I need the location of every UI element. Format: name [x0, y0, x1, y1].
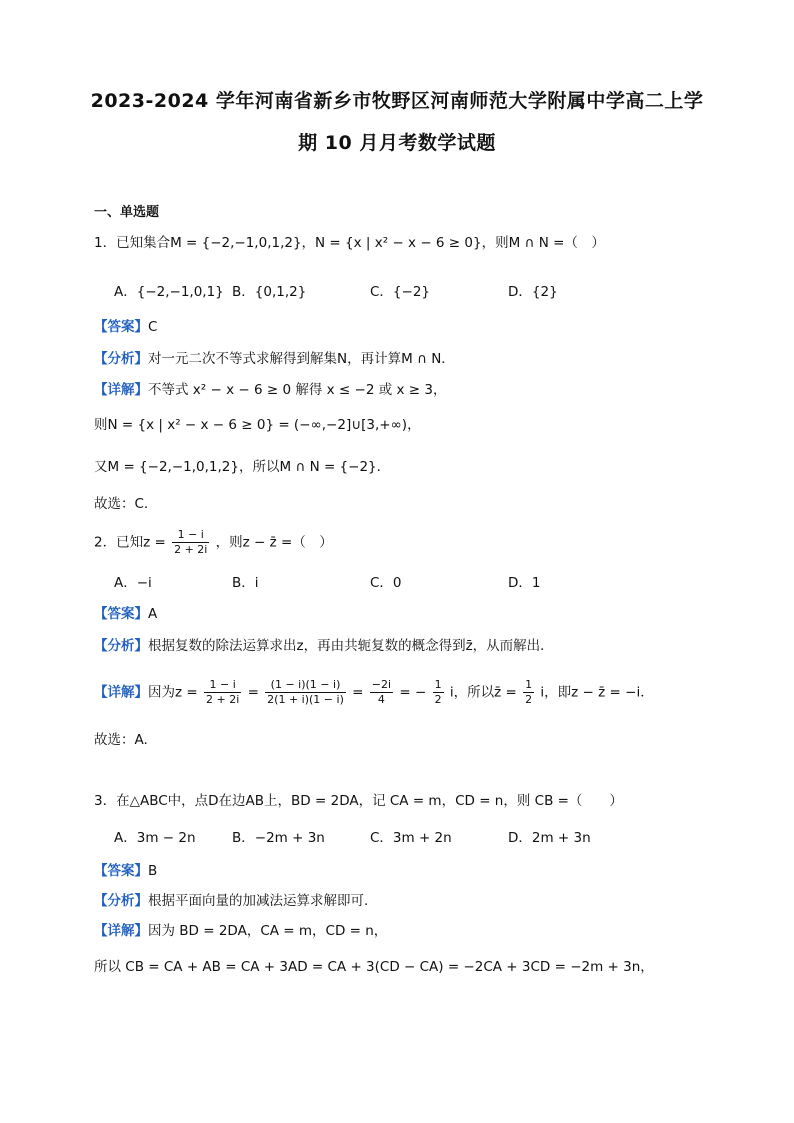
analysis-tag: 【分析】 — [94, 638, 148, 654]
equals-sign: = — [247, 684, 259, 701]
q2-conclusion: 故选：A. — [94, 732, 148, 748]
detail-fraction-1 — [204, 678, 241, 707]
equals-minus: = − — [399, 684, 427, 701]
detail-tail: i，即z − z̄ = −i． — [540, 684, 654, 701]
fraction-denominator: 2 + 2i — [174, 543, 208, 556]
analysis-text: 对一元二次不等式求解得到解集N，再计算M ∩ N． — [148, 351, 455, 367]
q3-option-b: B．−2m + 3n — [232, 830, 325, 846]
detail-fraction-5 — [523, 678, 534, 707]
detail-tag: 【详解】 — [94, 684, 148, 701]
q3-option-d: D．2m + 3n — [508, 830, 591, 846]
analysis-text: 根据复数的除法运算求出z，再由共轭复数的概念得到z̄，从而解出． — [148, 638, 554, 654]
answer-value: C — [148, 319, 158, 335]
section-heading: 一、单选题 — [94, 205, 160, 220]
fraction-numerator: 1 − i — [172, 528, 209, 543]
q1-option-d: D．{2} — [508, 284, 558, 300]
detail-fraction-2 — [265, 678, 346, 707]
q2-option-a: A．−i — [114, 575, 152, 591]
q2-analysis — [94, 637, 554, 655]
q1-option-b: B．{0,1,2} — [232, 284, 307, 300]
answer-value: A — [148, 606, 158, 622]
equals-sign: = — [352, 684, 364, 701]
q3-stem: 3．在△ABC中，点D在边AB上，BD = 2DA，记 CA = m，CD = n，则 CB =（ ） — [94, 793, 623, 809]
detail-fraction-4 — [433, 678, 444, 707]
q1-detail — [94, 381, 446, 399]
q2-stem — [94, 528, 333, 557]
exam-title-line2: 期 10 月月考数学试题 — [298, 132, 496, 154]
q1-option-a: A．{−2,−1,0,1} — [114, 284, 224, 300]
fraction-denominator: 2(1 + i)(1 − i) — [267, 693, 344, 706]
fraction-denominator: 2 — [525, 693, 533, 706]
answer-tag: 【答案】 — [94, 863, 148, 879]
q3-option-a: A．3m − 2n — [114, 830, 196, 846]
fraction-denominator: 2 — [434, 693, 442, 706]
detail-tag: 【详解】 — [94, 382, 148, 398]
q3-detail — [94, 922, 387, 940]
q1-answer — [94, 318, 157, 336]
q3-answer — [94, 862, 157, 880]
fraction-numerator: 1 − i — [204, 678, 241, 693]
q3-detail-2: 所以 CB = CA + AB = CA + 3AD = CA + 3(CD − CA) = −2CA + 3CD = −2m + 3n， — [94, 959, 654, 975]
q2-option-b: B．i — [232, 575, 259, 591]
fraction-numerator: 1 — [434, 678, 442, 691]
q3-analysis — [94, 892, 368, 910]
answer-tag: 【答案】 — [94, 319, 148, 335]
q2-stem-fraction — [172, 528, 209, 557]
analysis-text: 根据平面向量的加减法运算求解即可. — [148, 893, 369, 909]
q2-stem-suffix: ，则z − z̄ =（ ） — [215, 534, 333, 551]
fraction-denominator: 4 — [377, 693, 385, 706]
q1-detail-2: 则N = {x | x² − x − 6 ≥ 0} = (−∞,−2]∪[3,+∞)， — [94, 417, 421, 433]
q1-conclusion: 故选：C. — [94, 496, 149, 512]
q1-stem: 1．已知集合M = {−2,−1,0,1,2}，N = {x | x² − x − 6 ≥ 0}，则M ∩ N =（ ） — [94, 235, 605, 251]
q2-stem-prefix: 2．已知z = — [94, 534, 166, 551]
q2-option-d: D．1 — [508, 575, 541, 591]
detail-prefix: 因为z = — [148, 684, 198, 701]
answer-value: B — [148, 863, 158, 879]
detail-tag: 【详解】 — [94, 923, 148, 939]
q1-detail-3: 又M = {−2,−1,0,1,2}，所以M ∩ N = {−2}． — [94, 459, 391, 475]
q2-option-c: C．0 — [370, 575, 402, 591]
detail-mid: i，所以z̄ = — [449, 684, 517, 701]
fraction-denominator: 2 + 2i — [206, 693, 240, 706]
q1-analysis — [94, 350, 455, 368]
q2-answer — [94, 605, 157, 623]
analysis-tag: 【分析】 — [94, 351, 148, 367]
detail-text-1: 不等式 x² − x − 6 ≥ 0 解得 x ≤ −2 或 x ≥ 3， — [148, 382, 447, 398]
fraction-numerator: 1 — [525, 678, 533, 691]
exam-title-line1: 2023-2024 学年河南省新乡市牧野区河南师范大学附属中学高二上学 — [90, 90, 704, 112]
q3-option-c: C．3m + 2n — [370, 830, 452, 846]
q2-detail — [94, 678, 654, 707]
detail-fraction-3 — [370, 678, 393, 707]
q1-option-c: C．{−2} — [370, 284, 431, 300]
fraction-numerator: (1 − i)(1 − i) — [265, 678, 346, 693]
answer-tag: 【答案】 — [94, 606, 148, 622]
analysis-tag: 【分析】 — [94, 893, 148, 909]
detail-text-1: 因为 BD = 2DA，CA = m，CD = n， — [148, 923, 388, 939]
fraction-numerator: −2i — [371, 678, 392, 691]
